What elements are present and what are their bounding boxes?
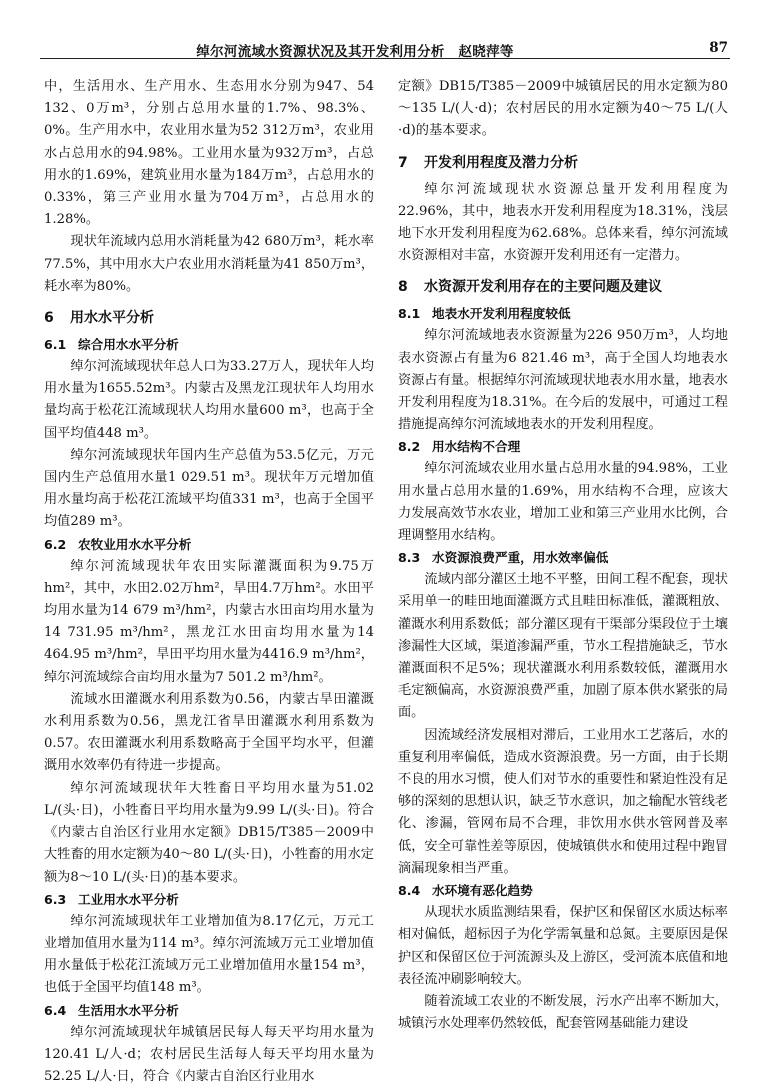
subsection-heading: [44, 1000, 374, 1022]
paragraph: 因流域经济发展相对滞后，工业用水工艺落后，水的重复利用率偏低，造成水资源浪费。另一方面，由于长期不良的用水习惯，使人们对节水的重要性和紧迫性没有足够的深刻的思想认识，缺乏节水意识，加之输配水管线老化、渗漏，管网布局不合理，非饮用水供水管网普及率低，安全可靠性差等原因，使城镇供水和使用过程中跑冒滴漏现象相当严重。: [398, 727, 728, 876]
page-number: 87: [709, 40, 728, 56]
subsection-heading: [44, 889, 374, 911]
paragraph: 绰尔河流域现状年国内生产总值为53.5亿元，万元国内生产总值用水量1 029.51 m³。现状年万元增加值用水量均高于松花江流域平均值331 m³，也高于全国平均值289 m³。: [44, 447, 374, 530]
subsection-number: 6.4: [44, 1002, 67, 1018]
paragraph: 从现状水质监测结果看，保护区和保留区水质达标率相对偏低，超标因子为化学需氧量和总氮。主要原因是保护区和保留区位于河流源头及上游区，受河流本底值和地表径流冲刷影响较大。: [398, 905, 728, 987]
subsection-title: 地表水开发利用程度较低: [432, 306, 571, 322]
section-heading: [398, 275, 728, 299]
paragraph: 绰尔河流域现状年工业增加值为8.17亿元，万元工业增加值用水量为114 m³。绰尔河流域万元工业增加值用水量低于松花江流域万元工业增加值用水量154 m³，也低于全国平均值148 m³。: [44, 913, 374, 996]
subsection-number: 8.4: [398, 883, 421, 899]
section-title: 开发利用程度及潜力分析: [424, 154, 578, 171]
subsection-title: 综合用水水平分析: [78, 337, 179, 353]
paragraph: 定额》DB15/T385－2009中城镇居民的用水定额为80～135 L/(人·d)；农村居民的用水定额为40～75 L/(人·d)的基本要求。: [398, 79, 728, 139]
subsection-number: 6.3: [44, 891, 67, 907]
paragraph: 绰尔河流域现状年农田实际灌溉面积为9.75万hm²，其中，水田2.02万hm²，旱田4.7万hm²。水田平均用水量为14 679 m³/hm²，内蒙古水田亩均用水量为14 731.95 m³/hm²，黑龙江水田亩均用水量为14 464.95 m³/hm²，旱田平均用水量为4416.9 m³/hm²，绰尔河流域综合亩均用水量为7 501.2 m³/hm²。: [44, 558, 374, 685]
paragraph: 绰尔河流域农业用水量占总用水量的94.98%，工业用水量占总用水量的1.69%，用水结构不合理，应该大力发展高效节水农业，增加工业和第三产业用水比例，合理调整用水结构。: [398, 461, 728, 544]
subsection-title: 水环境有恶化趋势: [432, 883, 533, 899]
section-heading: [44, 306, 374, 330]
paragraph: 绰尔河流域地表水资源量为226 950万m³，人均地表水资源占有量为6 821.46 m³，高于全国人均地表水资源占有量。根据绰尔河流域现状地表水用水量，地表水开发利用程度为18.31%。在今后的发展中，可通过工程措施提高绰尔河流域地表水的开发利用程度。: [398, 328, 728, 433]
section-number: 8: [398, 279, 408, 296]
paragraph: 中，生活用水、生产用水、生态用水分别为947、54 132、0万m³，分别占总用水量的1.7%、98.3%、0%。生产用水中，农业用水量为52 312万m³，农业用水占总用水的94.98%。工业用水量为932万m³，占总用水的1.69%，建筑业用水量为184万m³，占总用水的0.33%，第三产业用水量为704万m³，占总用水的1.28%。: [44, 79, 374, 228]
right-column: [398, 76, 728, 1035]
paragraph: 绰尔河流域现状年大牲畜日平均用水量为51.02 L/(头·日)，小牲畜日平均用水量为9.99 L/(头·日)。符合《内蒙古自治区行业用水定额》DB15/T385－2009中大牲畜的用水定额为40～80 L/(头·日)，小牲畜的用水定额为8～10 L/(头·日)的基本要求。: [44, 780, 374, 885]
paragraph: 随着流域工农业的不断发展，污水产出率不断加大，城镇污水处理率仍然较低，配套管网基础能力建设: [398, 993, 728, 1032]
subsection-heading: [398, 547, 728, 569]
subsection-heading: [398, 880, 728, 902]
subsection-number: 8.1: [398, 306, 421, 322]
left-column: [44, 76, 374, 1088]
subsection-title: 水资源浪费严重，用水效率偏低: [432, 550, 609, 566]
paragraph: 流域内部分灌区土地不平整，田间工程不配套，现状采用单一的畦田地面灌溉方式且畦田标准低，灌溉粗放、灌溉水利用系数低；部分灌区现有干渠部分渠段位于土壤渗漏性大区域，渠道渗漏严重，节水工程措施缺乏，节水灌溉面积不足5%；现状灌溉水利用系数较低，灌溉用水毛定额偏高，水资源浪费严重，加剧了原本供水紧张的局面。: [398, 572, 728, 721]
subsection-title: 工业用水水平分析: [78, 891, 179, 907]
subsection-heading: [44, 334, 374, 356]
subsection-number: 6.2: [44, 536, 67, 552]
section-heading: [398, 151, 728, 175]
subsection-title: 用水结构不合理: [432, 439, 521, 455]
section-number: 7: [398, 154, 408, 171]
subsection-heading: [398, 303, 728, 325]
section-title: 用水水平分析: [70, 310, 154, 327]
subsection-number: 8.2: [398, 439, 421, 455]
subsection-number: 8.3: [398, 550, 421, 566]
paragraph: 绰尔河流域现状水资源总量开发利用程度为22.96%，其中，地表水开发利用程度为18.31%，浅层地下水开发利用程度为62.68%。总体来看，绰尔河流域水资源相对丰富，水资源开发利用还有一定潜力。: [398, 181, 728, 264]
paragraph: 现状年流域内总用水消耗量为42 680万m³，耗水率77.5%，其中用水大户农业用水消耗量为41 850万m³，耗水率为80%。: [44, 234, 375, 294]
paragraph: 绰尔河流域现状年总人口为33.27万人，现状年人均用水量为1655.52m³。内蒙古及黑龙江现状年人均用水量均高于松花江流域现状人均用水量600 m³，也高于全国平均值448 m³。: [44, 359, 374, 441]
subsection-title: 生活用水水平分析: [78, 1002, 179, 1018]
section-number: 6: [44, 310, 54, 327]
running-title: 绰尔河流域水资源状况及其开发利用分析 赵晓萍等: [196, 44, 514, 60]
subsection-number: 6.1: [44, 337, 67, 353]
running-header: [40, 28, 730, 59]
paragraph: 绰尔河流域现状年城镇居民每人每天平均用水量为120.41 L/人·d；农村居民生活每人每天平均用水量为52.25 L/人·日，符合《内蒙古自治区行业用水: [44, 1024, 374, 1084]
paragraph: 流域水田灌溉水利用系数为0.56，内蒙古旱田灌溉水利用系数为0.56，黑龙江省旱田灌溉水利用系数为0.57。农田灌溉水利用系数略高于全国平均水平，但灌溉用水效率仍有待进一步提高。: [44, 691, 374, 774]
subsection-heading: [398, 436, 728, 458]
subsection-heading: [44, 534, 374, 556]
section-title: 水资源开发利用存在的主要问题及建议: [424, 279, 662, 296]
subsection-title: 农牧业用水水平分析: [78, 536, 192, 552]
